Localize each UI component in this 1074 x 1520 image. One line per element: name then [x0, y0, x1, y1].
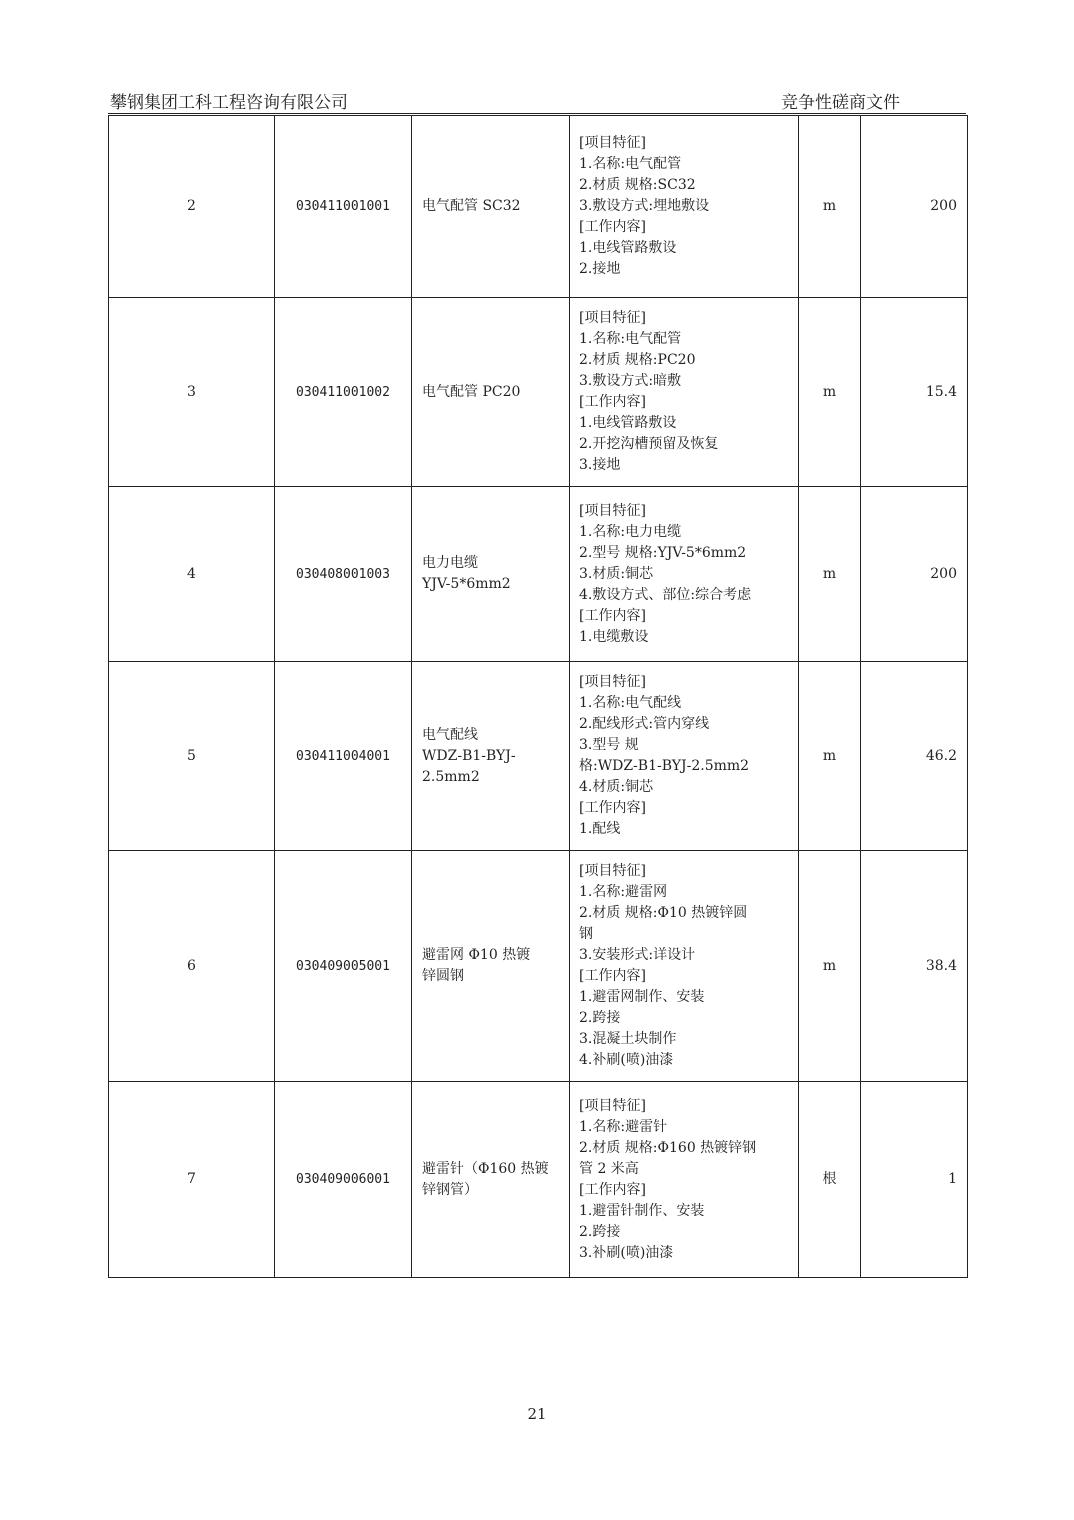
feature-line: 1.名称:避雷针	[579, 1118, 668, 1135]
item-name	[412, 487, 570, 662]
feature-line: 2.接地	[579, 261, 621, 277]
item-features	[570, 851, 799, 1082]
feature-line: 格:WDZ-B1-BYJ-2.5mm2	[579, 758, 750, 774]
feature-line: 1.名称:电气配管	[579, 331, 682, 347]
item-number: 4	[109, 487, 275, 662]
item-name-line: 电力电缆	[422, 555, 478, 571]
item-name	[412, 1082, 570, 1278]
document-type: 竞争性磋商文件	[781, 93, 900, 113]
feature-line: 1.名称:电气配管	[579, 156, 682, 172]
feature-line: 3.补刷(喷)油漆	[579, 1244, 674, 1261]
item-features	[570, 1082, 799, 1278]
feature-line: [项目特征]	[579, 1097, 646, 1114]
item-code: 030409005001	[275, 851, 412, 1082]
table-row	[109, 116, 968, 298]
item-quantity: 46.2	[861, 662, 968, 851]
feature-line: [工作内容]	[579, 394, 646, 410]
feature-line: 2.型号 规格:YJV-5*6mm2	[579, 544, 747, 561]
feature-line: 1.配线	[579, 821, 621, 837]
item-unit: m	[799, 487, 861, 662]
feature-line: 4.补刷(喷)油漆	[579, 1052, 674, 1068]
feature-line: 1.电线管路敷设	[579, 240, 677, 256]
item-unit: m	[799, 851, 861, 1082]
feature-line: [工作内容]	[579, 219, 646, 235]
feature-line: 2.材质 规格:PC20	[579, 352, 696, 368]
feature-line: [工作内容]	[579, 800, 646, 816]
feature-line: 管 2 米高	[579, 1160, 639, 1177]
feature-line: 4.材质:铜芯	[579, 779, 654, 795]
item-number: 6	[109, 851, 275, 1082]
item-name	[412, 298, 570, 487]
feature-line: 1.电线管路敷设	[579, 415, 677, 431]
item-features	[570, 298, 799, 487]
table-row	[109, 1082, 968, 1278]
feature-line: 3.型号 规	[579, 737, 639, 753]
item-unit: 根	[799, 1082, 861, 1278]
table-row	[109, 298, 968, 487]
feature-line: 钢	[579, 926, 593, 942]
feature-line: 2.材质 规格:SC32	[579, 177, 696, 193]
feature-line: 2.材质 规格:Φ10 热镀锌圆	[579, 905, 748, 921]
feature-line: 1.名称:避雷网	[579, 884, 668, 900]
header-divider	[108, 113, 966, 114]
item-code: 030411001001	[275, 116, 412, 298]
feature-line: 2.材质 规格:Φ160 热镀锌钢	[579, 1139, 757, 1156]
feature-line: 3.敷设方式:暗敷	[579, 373, 682, 389]
table-row	[109, 662, 968, 851]
feature-line: 1.避雷网制作、安装	[579, 989, 705, 1005]
feature-line: [项目特征]	[579, 502, 646, 519]
item-name	[412, 662, 570, 851]
company-name: 攀钢集团工科工程咨询有限公司	[110, 93, 348, 113]
item-number: 7	[109, 1082, 275, 1278]
item-name-line: WDZ-B1-BYJ-2.5mm2	[422, 747, 516, 785]
item-quantity: 200	[861, 116, 968, 298]
feature-line: 2.开挖沟槽预留及恢复	[579, 436, 719, 452]
item-code: 030411004001	[275, 662, 412, 851]
item-name-line: 电气配管 SC32	[422, 198, 521, 214]
item-quantity: 1	[861, 1082, 968, 1278]
feature-line: [工作内容]	[579, 607, 646, 624]
page-number: 21	[527, 1405, 547, 1423]
item-name	[412, 116, 570, 298]
feature-line: [项目特征]	[579, 674, 646, 690]
feature-line: 1.名称:电气配线	[579, 695, 682, 711]
item-quantity: 15.4	[861, 298, 968, 487]
feature-line: 1.电缆敷设	[579, 628, 649, 645]
feature-line: [项目特征]	[579, 135, 646, 151]
feature-line: 4.敷设方式、部位:综合考虑	[579, 586, 752, 603]
feature-line: 3.接地	[579, 457, 621, 473]
item-features	[570, 116, 799, 298]
feature-line: 1.避雷针制作、安装	[579, 1202, 705, 1219]
item-name	[412, 851, 570, 1082]
item-code: 030408001003	[275, 487, 412, 662]
feature-line: 1.名称:电力电缆	[579, 523, 682, 540]
feature-line: 3.安装形式:详设计	[579, 947, 696, 963]
item-name-line: 避雷网 Φ10 热镀	[422, 947, 531, 963]
item-quantity: 38.4	[861, 851, 968, 1082]
feature-line: [工作内容]	[579, 1181, 646, 1198]
item-features	[570, 487, 799, 662]
item-name-line: 锌圆钢	[422, 968, 464, 984]
bill-of-quantities-table	[108, 115, 968, 1278]
feature-line: 3.混凝土块制作	[579, 1031, 677, 1047]
feature-line: [项目特征]	[579, 310, 646, 326]
item-number: 3	[109, 298, 275, 487]
item-quantity: 200	[861, 487, 968, 662]
table-row	[109, 487, 968, 662]
item-unit: m	[799, 662, 861, 851]
feature-line: 3.敷设方式:埋地敷设	[579, 198, 710, 214]
item-name-line: 电气配管 PC20	[422, 383, 521, 400]
item-name-line: 电气配线	[422, 726, 478, 743]
feature-line: 2.配线形式:管内穿线	[579, 716, 710, 732]
item-name-line: YJV-5*6mm2	[422, 576, 511, 592]
feature-line: [工作内容]	[579, 968, 646, 984]
feature-line: 2.跨接	[579, 1223, 621, 1240]
feature-line: [项目特征]	[579, 863, 646, 879]
item-unit: m	[799, 116, 861, 298]
item-code: 030409006001	[275, 1082, 412, 1278]
item-number: 5	[109, 662, 275, 851]
item-name-line: 锌钢管）	[422, 1181, 478, 1198]
item-code: 030411001002	[275, 298, 412, 487]
item-name-line: 避雷针（Φ160 热镀	[422, 1160, 549, 1177]
feature-line: 2.跨接	[579, 1010, 621, 1026]
item-unit: m	[799, 298, 861, 487]
feature-line: 3.材质:铜芯	[579, 565, 654, 582]
item-number: 2	[109, 116, 275, 298]
item-features	[570, 662, 799, 851]
table-row	[109, 851, 968, 1082]
